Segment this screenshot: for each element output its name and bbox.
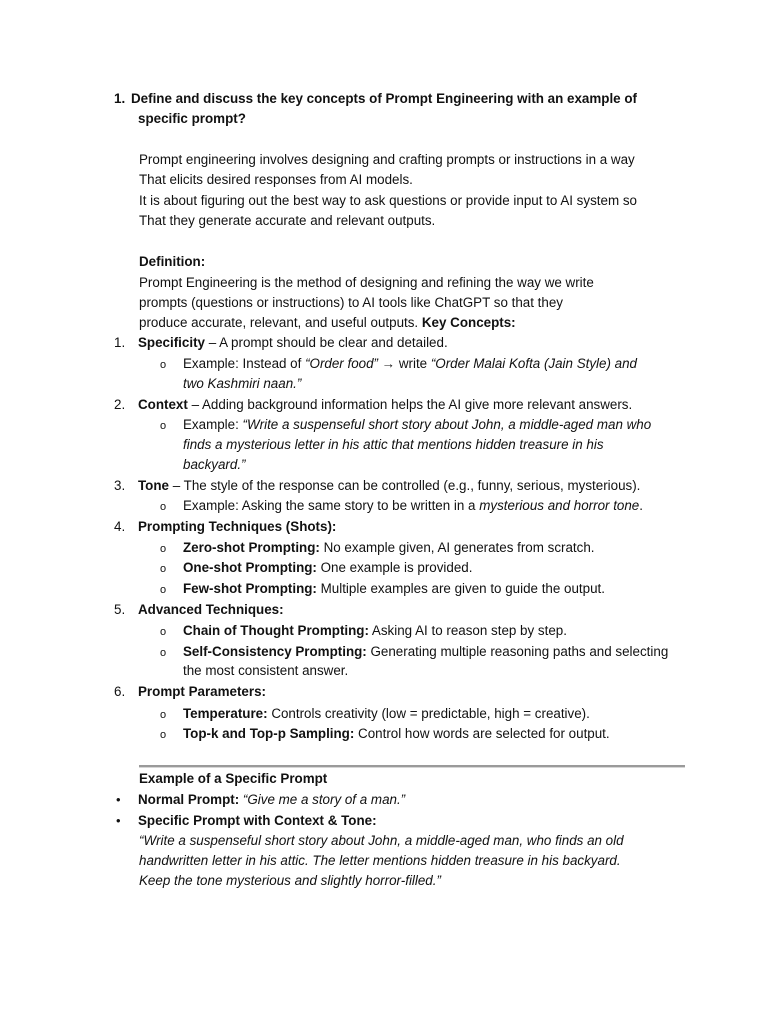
sub-bullet-icon: o xyxy=(160,420,167,432)
specific-prompt-text: Keep the tone mysterious and slightly horror-filled.” xyxy=(139,873,441,888)
specific-prompt-text: handwritten letter in his attic. The letter mentions hidden treasure in his backyard. xyxy=(139,853,621,868)
question-title-cont: specific prompt? xyxy=(138,111,246,126)
definition-line: Prompt Engineering is the method of designing and refining the way we write xyxy=(139,275,594,290)
intro-line: Prompt engineering involves designing and crafting prompts or instructions in a way xyxy=(139,152,635,167)
sub-bullet-icon: o xyxy=(160,647,167,659)
specificity-example: Example: Instead of “Order food” → write “Order Malai Kofta (Jain Style) and xyxy=(183,356,637,371)
sub-bullet-icon: o xyxy=(160,729,167,741)
self-consistency-item-cont: the most consistent answer. xyxy=(183,663,349,678)
sub-bullet-icon: o xyxy=(160,626,167,638)
list-number: 2. xyxy=(114,397,126,412)
sub-bullet-icon: o xyxy=(160,359,167,371)
context-example-cont: backyard.” xyxy=(183,457,246,472)
sub-bullet-icon: o xyxy=(160,501,167,513)
context-example: Example: “Write a suspenseful short story about John, a middle-aged man who xyxy=(183,417,652,432)
concept-prompt-parameters: Prompt Parameters: xyxy=(138,684,267,699)
question-number: 1. xyxy=(114,91,126,106)
sub-bullet-icon: o xyxy=(160,584,167,596)
bullet-icon: • xyxy=(116,813,121,828)
list-number: 5. xyxy=(114,602,126,617)
list-number: 4. xyxy=(114,519,126,534)
specific-prompt-label: Specific Prompt with Context & Tone: xyxy=(138,813,377,828)
list-number: 3. xyxy=(114,478,126,493)
self-consistency-item: Self-Consistency Prompting: Generating multiple reasoning paths and selecting xyxy=(183,644,669,659)
normal-prompt-item: Normal Prompt: “Give me a story of a man.” xyxy=(138,792,406,807)
intro-line: It is about figuring out the best way to ask questions or provide input to AI system so xyxy=(139,193,637,208)
few-shot-item: Few-shot Prompting: Multiple examples are given to guide the output. xyxy=(183,581,605,596)
top-k-top-p-item: Top-k and Top-p Sampling: Control how words are selected for output. xyxy=(183,726,610,741)
horizontal-divider xyxy=(139,765,685,767)
zero-shot-item: Zero-shot Prompting: No example given, AI generates from scratch. xyxy=(183,540,595,555)
sub-bullet-icon: o xyxy=(160,709,167,721)
question-title: Define and discuss the key concepts of Prompt Engineering with an example of xyxy=(131,91,637,106)
concept-prompting-techniques: Prompting Techniques (Shots): xyxy=(138,519,337,534)
context-example-cont: finds a mysterious letter in his attic that mentions hidden treasure in his xyxy=(183,437,604,452)
intro-line: That they generate accurate and relevant outputs. xyxy=(139,213,436,228)
concept-specificity: Specificity – A prompt should be clear and detailed. xyxy=(138,335,448,350)
concept-tone: Tone – The style of the response can be controlled (e.g., funny, serious, mysterious). xyxy=(138,478,641,493)
chain-of-thought-item: Chain of Thought Prompting: Asking AI to reason step by step. xyxy=(183,623,567,638)
example-heading: Example of a Specific Prompt xyxy=(139,771,328,786)
concept-advanced-techniques: Advanced Techniques: xyxy=(138,602,284,617)
specificity-example-cont: two Kashmiri naan.” xyxy=(183,376,302,391)
definition-line: prompts (questions or instructions) to AI tools like ChatGPT so that they xyxy=(139,295,563,310)
tone-example: Example: Asking the same story to be written in a mysterious and horror tone. xyxy=(183,498,643,513)
key-concepts-heading: Key Concepts: xyxy=(421,315,516,330)
specific-prompt-text: “Write a suspenseful short story about John, a middle-aged man, who finds an old xyxy=(139,833,624,848)
sub-bullet-icon: o xyxy=(160,563,167,575)
definition-line: produce accurate, relevant, and useful outputs. Key Concepts: xyxy=(139,315,516,330)
one-shot-item: One-shot Prompting: One example is provided. xyxy=(183,560,473,575)
list-number: 6. xyxy=(114,684,126,699)
intro-line: That elicits desired responses from AI models. xyxy=(139,172,413,187)
bullet-icon: • xyxy=(116,792,121,807)
concept-context: Context – Adding background information helps the AI give more relevant answers. xyxy=(138,397,633,412)
temperature-item: Temperature: Controls creativity (low = predictable, high = creative). xyxy=(183,706,590,721)
sub-bullet-icon: o xyxy=(160,543,167,555)
list-number: 1. xyxy=(114,335,126,350)
definition-heading: Definition: xyxy=(139,254,206,269)
